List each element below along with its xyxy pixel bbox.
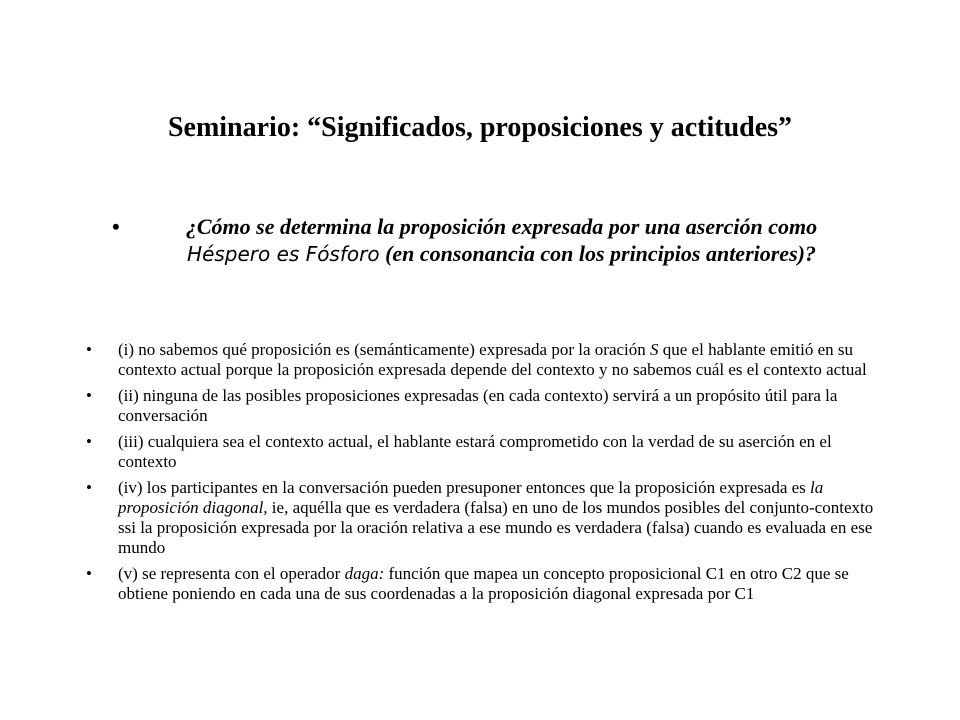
point-i xyxy=(86,340,886,380)
question-part-1: ¿Cómo se determina la proposición expresada por una aserción como xyxy=(185,214,818,239)
question-text xyxy=(112,213,857,268)
point-iv xyxy=(86,478,886,558)
point-text-after: función que mapea un concepto proposicional C1 en otro C2 que se obtiene poniendo en cada una de sus coordenadas a la proposición diagonal expresada por C1 xyxy=(118,564,849,603)
bullet: • xyxy=(86,386,92,405)
point-text-after: ie, aquélla que es verdadera (falsa) en uno de los mundos posibles del conjunto-contexto ssi la proposición expresada por la oración relativa a ese mundo es verdadera (falsa) cuando es evaluada en ese mundo xyxy=(118,498,874,557)
bullet: • xyxy=(86,564,92,583)
point-emphasis: daga: xyxy=(344,564,385,583)
point-text: (ii) ninguna de las posibles proposiciones expresadas (en cada contexto) servirá a un propósito útil para la conversación xyxy=(118,386,838,425)
bullet: • xyxy=(86,340,92,359)
point-emphasis: la proposición diagonal, xyxy=(118,478,824,517)
point-text-after: que el hablante emitió en su contexto actual porque la proposición expresada depende del contexto y no sabemos cuál es el contexto actual xyxy=(118,340,867,379)
point-text: (v) se representa con el operador xyxy=(118,564,345,583)
question-bullet: • xyxy=(112,214,120,239)
point-iii xyxy=(86,432,886,472)
point-emphasis: S xyxy=(650,340,659,359)
point-v xyxy=(86,564,886,604)
bullet: • xyxy=(86,478,92,497)
point-text: (iv) los participantes en la conversación pueden presuponer entonces que la proposición expresada es xyxy=(118,478,811,497)
bullet: • xyxy=(86,432,92,451)
question-example: Héspero es Fósforo xyxy=(187,242,380,266)
points-list xyxy=(86,340,886,610)
point-ii xyxy=(86,386,886,426)
question-block xyxy=(112,213,857,268)
point-text: (iii) cualquiera sea el contexto actual, el hablante estará comprometido con la verdad de su aserción en el contexto xyxy=(118,432,832,471)
slide-title: Seminario: “Significados, proposiciones y actitudes” xyxy=(167,112,793,143)
question-part-2: (en consonancia con los principios anteriores)? xyxy=(379,241,816,266)
point-text: (i) no sabemos qué proposición es (semánticamente) expresada por la oración xyxy=(118,340,651,359)
